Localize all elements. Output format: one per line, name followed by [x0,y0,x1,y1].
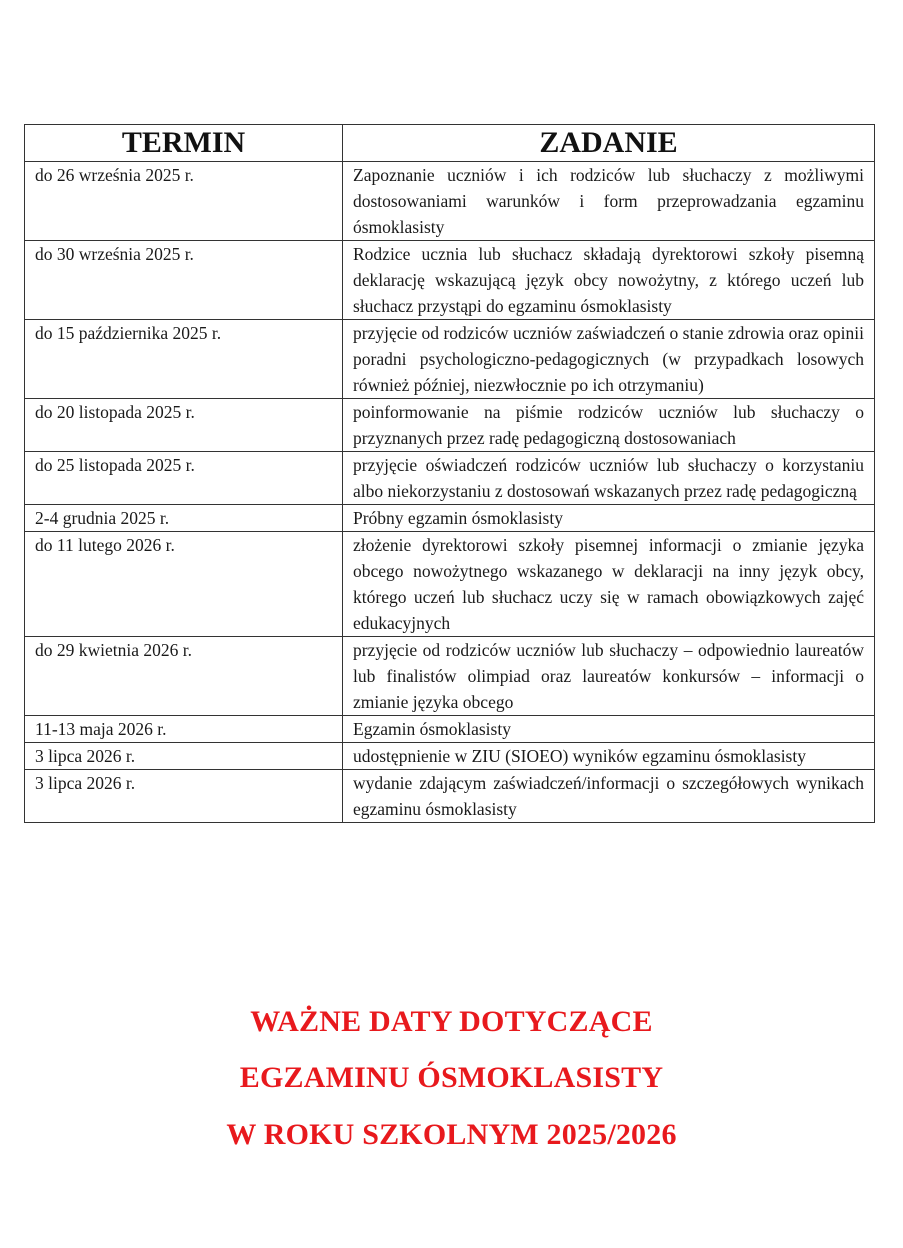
term-cell: do 15 października 2025 r. [25,320,343,399]
table-row [25,452,875,505]
task-cell: Rodzice ucznia lub słuchacz składają dyrektorowi szkoły pisemną deklarację wskazującą język obcy nowożytny, z którego uczeń lub słuchacz przystąpi do egzaminu ósmoklasisty [343,241,875,320]
footer-title-line-3: W ROKU SZKOLNYM 2025/2026 [226,1118,677,1151]
task-cell: przyjęcie od rodziców uczniów lub słuchaczy – odpowiednio laureatów lub finalistów olimpiad oraz laureatów konkursów – informacji o zmianie języka obcego [343,637,875,716]
table-row [25,532,875,637]
term-cell: 3 lipca 2026 r. [25,743,343,770]
task-cell: wydanie zdającym zaświadczeń/informacji o szczegółowych wynikach egzaminu ósmoklasisty [343,770,875,823]
term-cell: do 20 listopada 2025 r. [25,399,343,452]
task-cell: Próbny egzamin ósmoklasisty [343,505,875,532]
table-row [25,505,875,532]
term-cell: do 25 listopada 2025 r. [25,452,343,505]
table-row [25,743,875,770]
term-cell: 11-13 maja 2026 r. [25,716,343,743]
term-cell: 2-4 grudnia 2025 r. [25,505,343,532]
exam-schedule-table [24,124,875,823]
table-row [25,770,875,823]
header-task: ZADANIE [343,125,875,162]
table-row [25,320,875,399]
table-header-row [25,125,875,162]
task-cell: Egzamin ósmoklasisty [343,716,875,743]
header-term: TERMIN [25,125,343,162]
footer-title-line-2: EGZAMINU ÓSMOKLASISTY [239,1061,664,1094]
table-row [25,162,875,241]
term-cell: 3 lipca 2026 r. [25,770,343,823]
table-row [25,399,875,452]
term-cell: do 26 września 2025 r. [25,162,343,241]
task-cell: udostępnienie w ZIU (SIOEO) wyników egzaminu ósmoklasisty [343,743,875,770]
footer-title-line-1: WAŻNE DATY DOTYCZĄCE [250,1005,653,1038]
task-cell: Zapoznanie uczniów i ich rodziców lub słuchaczy z możliwymi dostosowaniami warunków i form przeprowadzania egzaminu ósmoklasisty [343,162,875,241]
term-cell: do 30 września 2025 r. [25,241,343,320]
term-cell: do 11 lutego 2026 r. [25,532,343,637]
table-row [25,241,875,320]
table-row [25,637,875,716]
task-cell: przyjęcie od rodziców uczniów zaświadczeń o stanie zdrowia oraz opinii poradni psychologiczno-pedagogicznych (w przypadkach losowych również później, niezwłocznie po ich otrzymaniu) [343,320,875,399]
task-cell: poinformowanie na piśmie rodziców uczniów lub słuchaczy o przyznanych przez radę pedagogiczną dostosowaniach [343,399,875,452]
task-cell: przyjęcie oświadczeń rodziców uczniów lub słuchaczy o korzystaniu albo niekorzystaniu z dostosowań wskazanych przez radę pedagogiczną [343,452,875,505]
task-cell: złożenie dyrektorowi szkoły pisemnej informacji o zmianie języka obcego nowożytnego wskazanego w deklaracji na inny język obcy, którego uczeń lub słuchacz uczy się w ramach obowiązkowych zajęć edukacyjnych [343,532,875,637]
table-row [25,716,875,743]
term-cell: do 29 kwietnia 2026 r. [25,637,343,716]
